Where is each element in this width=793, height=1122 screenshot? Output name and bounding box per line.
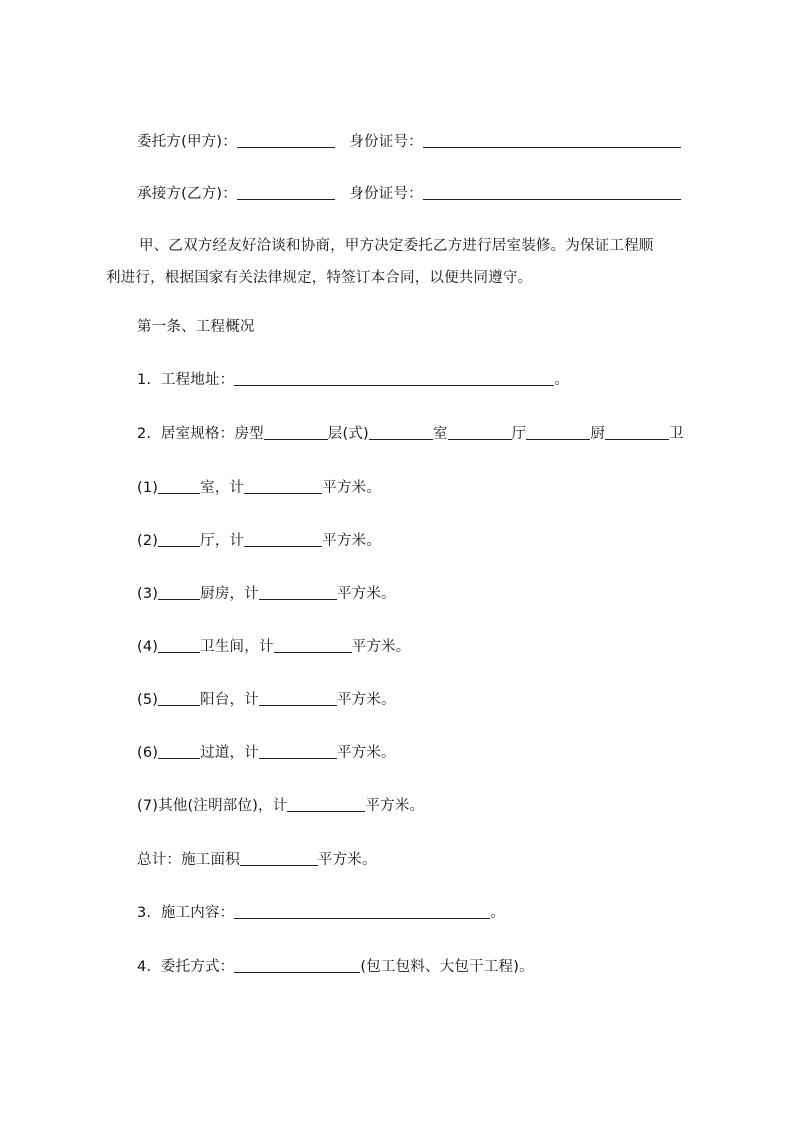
room-area-blank[interactable] — [259, 744, 337, 759]
room-item-name: 室，计 — [200, 480, 245, 496]
room-item-number: (5) — [137, 692, 159, 708]
room-item-name: 厅，计 — [200, 533, 245, 549]
room-item-number: (2) — [137, 533, 159, 549]
other-label: (7)其他(注明部位)，计 — [137, 798, 288, 814]
room-count-blank[interactable] — [158, 532, 200, 547]
intro-line-1: 甲、乙双方经友好洽谈和协商，甲方决定委托乙方进行居室装修。为保证工程顺 — [139, 238, 654, 254]
bath-label: 卫 — [669, 426, 684, 442]
intro-line-2: 利进行，根据国家有关法律规定，特签订本合同，以便共同遵守。 — [106, 270, 533, 286]
item-1-number: 1. — [137, 372, 152, 388]
total-label: 总计：施工面积 — [137, 852, 240, 868]
item-4-end: (包工包料、大包干工程)。 — [360, 959, 534, 975]
room-area-blank[interactable] — [259, 691, 337, 706]
room-item-number: (4) — [137, 639, 159, 655]
client-line — [137, 132, 681, 152]
intro-paragraph — [106, 230, 704, 294]
room-item-2 — [137, 531, 381, 551]
room-item-1 — [137, 478, 381, 498]
item-3-number: 3. — [137, 905, 152, 921]
item-2-number: 2. — [137, 426, 152, 442]
item-4-label: 委托方式： — [160, 959, 235, 975]
client-id-label: 身份证号： — [349, 134, 423, 150]
room-item-4 — [137, 637, 410, 657]
item-1-label: 工程地址： — [160, 372, 235, 388]
total-area-blank[interactable] — [240, 851, 318, 866]
room-item-unit: 平方米。 — [336, 745, 396, 761]
room-count-blank[interactable] — [158, 638, 200, 653]
room-item-unit: 平方米。 — [351, 639, 411, 655]
contractor-label: 承接方(乙方)： — [137, 186, 237, 202]
room-item-unit: 平方米。 — [322, 533, 382, 549]
room-item-6 — [137, 743, 396, 763]
item-3-label: 施工内容： — [160, 905, 235, 921]
room-item-unit: 平方米。 — [336, 692, 396, 708]
item-2-room-spec — [137, 424, 684, 444]
other-unit: 平方米。 — [365, 798, 425, 814]
item-1-address — [137, 370, 569, 390]
client-id-blank[interactable] — [423, 133, 681, 148]
room-area-blank[interactable] — [259, 585, 337, 600]
contractor-id-blank[interactable] — [423, 185, 681, 200]
contractor-line — [137, 184, 681, 204]
item-3-content — [137, 903, 505, 923]
other-area-blank[interactable] — [287, 797, 365, 812]
room-item-name: 卫生间，计 — [200, 639, 274, 655]
total-unit: 平方米。 — [317, 852, 377, 868]
article-1-title: 第一条、工程概况 — [137, 319, 255, 335]
contractor-name-blank[interactable] — [237, 185, 335, 200]
room-item-number: (3) — [137, 586, 159, 602]
item-2-label: 居室规格：房型 — [160, 426, 264, 442]
room-item-name: 阳台，计 — [200, 692, 259, 708]
room-item-5 — [137, 690, 396, 710]
client-name-blank[interactable] — [237, 133, 335, 148]
room-area-blank[interactable] — [244, 532, 322, 547]
kitchen-label: 厨 — [590, 426, 606, 442]
client-label: 委托方(甲方)： — [137, 134, 237, 150]
address-blank[interactable] — [234, 371, 554, 386]
house-type-blank[interactable] — [264, 425, 328, 440]
total-area-line — [137, 850, 377, 870]
item-1-end: 。 — [554, 372, 570, 388]
room-count-blank[interactable] — [158, 585, 200, 600]
floor-label: 层(式) — [327, 426, 369, 442]
room-count-blank[interactable] — [158, 744, 200, 759]
room-item-3 — [137, 584, 396, 604]
hall-blank[interactable] — [526, 425, 590, 440]
item-3-end: 。 — [490, 905, 506, 921]
method-blank[interactable] — [234, 958, 360, 973]
item-4-number: 4. — [137, 959, 152, 975]
room-item-unit: 平方米。 — [336, 586, 396, 602]
content-blank[interactable] — [234, 904, 490, 919]
hall-label: 厅 — [511, 426, 527, 442]
contractor-id-label: 身份证号： — [349, 186, 423, 202]
room-item-name: 过道，计 — [200, 745, 259, 761]
room-item-name: 厨房，计 — [200, 586, 259, 602]
item-4-method — [137, 957, 534, 977]
room-item-unit: 平方米。 — [322, 480, 382, 496]
room-blank[interactable] — [448, 425, 512, 440]
room-count-blank[interactable] — [158, 479, 200, 494]
room-area-blank[interactable] — [274, 638, 352, 653]
room-item-7-other — [137, 796, 424, 816]
room-count-blank[interactable] — [158, 691, 200, 706]
room-area-blank[interactable] — [244, 479, 322, 494]
room-item-number: (1) — [137, 480, 159, 496]
floor-blank[interactable] — [369, 425, 433, 440]
room-item-number: (6) — [137, 745, 159, 761]
room-label: 室 — [432, 426, 448, 442]
kitchen-blank[interactable] — [605, 425, 669, 440]
